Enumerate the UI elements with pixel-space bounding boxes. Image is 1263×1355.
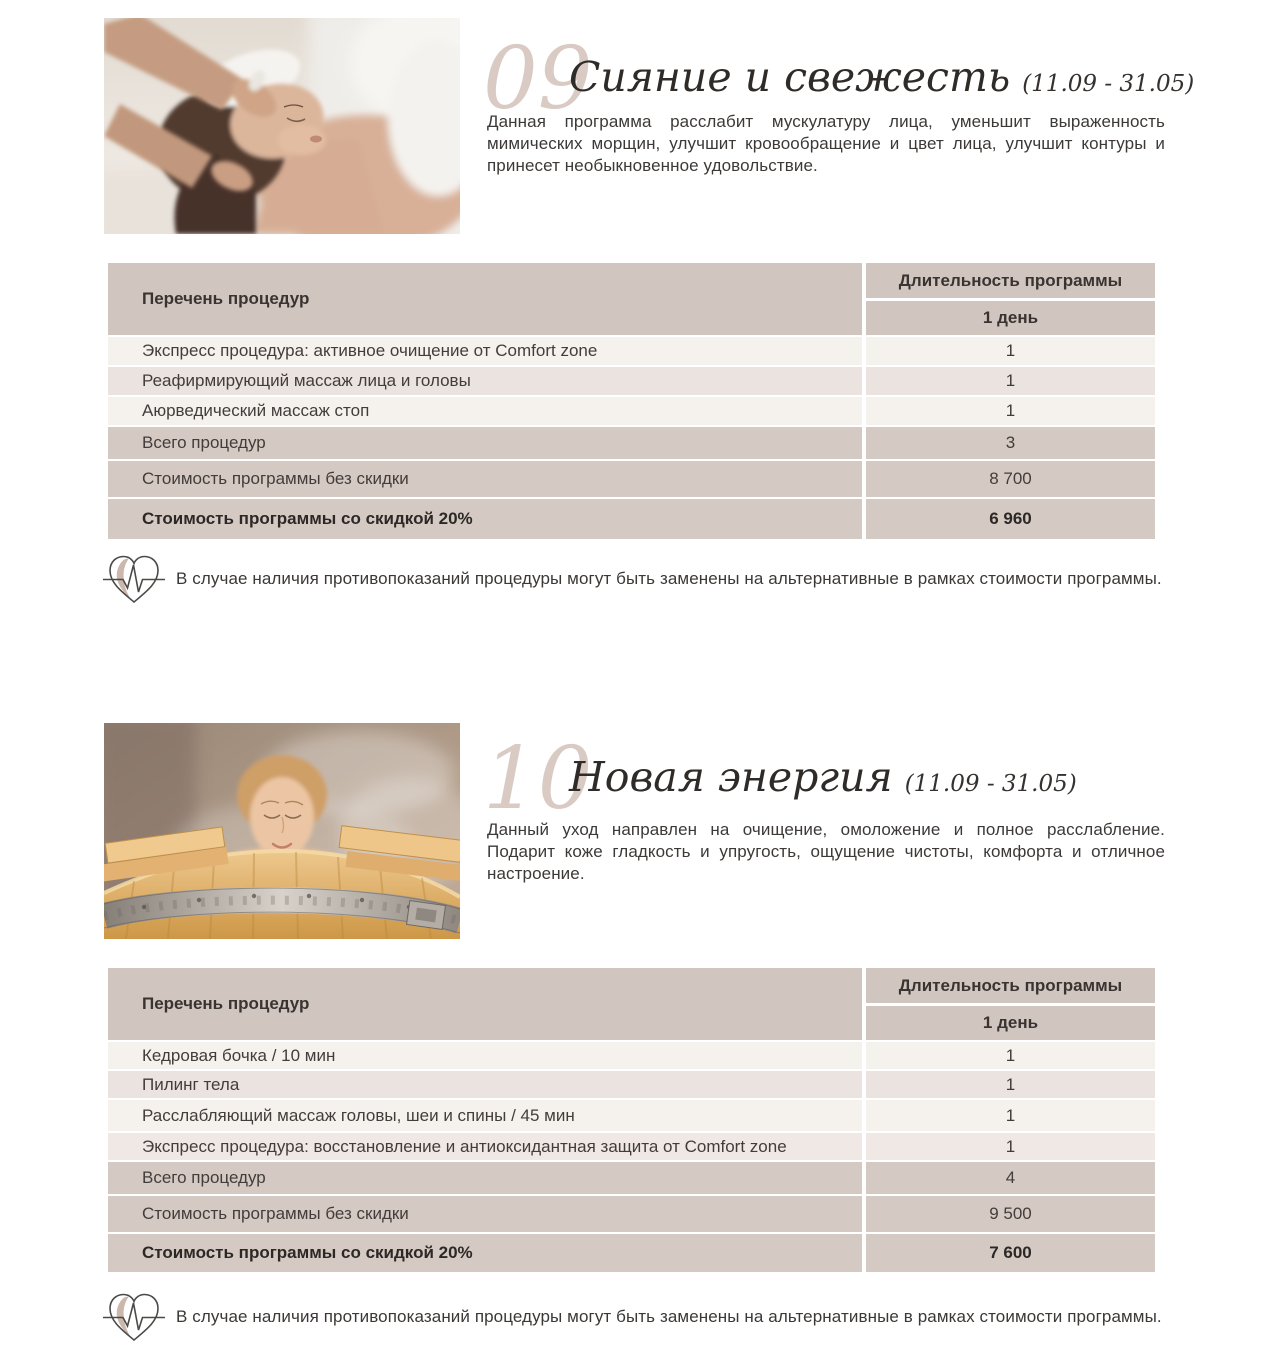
table-row-discount-price xyxy=(108,499,1155,539)
duration-header: Длительность программы xyxy=(866,263,1155,298)
discount-price-value: 6 960 xyxy=(866,499,1155,539)
duration-column-header xyxy=(866,263,1155,335)
total-value: 3 xyxy=(866,427,1155,459)
procedure-label: Экспресс процедура: активное очищение от Comfort zone xyxy=(108,337,862,365)
program-number: 09 xyxy=(483,29,593,129)
duration-subheader: 1 день xyxy=(866,1006,1155,1040)
table-row-total xyxy=(108,427,1155,459)
program-table xyxy=(108,968,1155,1272)
note-text: В случае наличия противопоказаний процедуры могут быть заменены на альтернативные в рамках стоимости программы. xyxy=(176,569,1162,588)
cedar-barrel-illustration xyxy=(104,723,460,939)
table-row xyxy=(108,1133,1155,1160)
procedure-value: 1 xyxy=(866,397,1155,425)
procedure-label: Аюрведический массаж стоп xyxy=(108,397,862,425)
price-value: 9 500 xyxy=(866,1196,1155,1232)
price-label: Стоимость программы без скидки xyxy=(108,1196,862,1232)
procedure-label: Реафирмирующий массаж лица и головы xyxy=(108,367,862,395)
program-dates: (11.09 - 31.05) xyxy=(904,771,1077,797)
total-label: Всего процедур xyxy=(108,427,862,459)
contraindication-note xyxy=(103,551,1162,607)
program-title xyxy=(569,755,1077,800)
duration-column-header xyxy=(866,968,1155,1040)
procedure-label: Кедровая бочка / 10 мин xyxy=(108,1042,862,1069)
price-label: Стоимость программы без скидки xyxy=(108,461,862,497)
table-row xyxy=(108,337,1155,365)
facial-massage-illustration xyxy=(104,18,460,234)
program-description: Данный уход направлен на очищение, омоложение и полное расслабление. Подарит коже гладкость и упругость, ощущение чистоты, комфорта и отличное настроение. xyxy=(487,820,1165,883)
table-header-row xyxy=(108,968,1155,1040)
procedure-value: 1 xyxy=(866,367,1155,395)
procedures-column-header: Перечень процедур xyxy=(108,968,862,1040)
procedures-column-header: Перечень процедур xyxy=(108,263,862,335)
procedure-value: 1 xyxy=(866,1133,1155,1160)
procedure-label: Расслабляющий массаж головы, шеи и спины / 45 мин xyxy=(108,1100,862,1131)
heart-ekg-icon xyxy=(103,551,165,607)
program-table xyxy=(108,263,1155,539)
discount-price-value: 7 600 xyxy=(866,1234,1155,1272)
total-value: 4 xyxy=(866,1162,1155,1194)
table-row xyxy=(108,397,1155,425)
table-row-total xyxy=(108,1162,1155,1194)
note-text: В случае наличия противопоказаний процедуры могут быть заменены на альтернативные в рамках стоимости программы. xyxy=(176,1307,1162,1326)
table-row xyxy=(108,1071,1155,1098)
table-row-discount-price xyxy=(108,1234,1155,1272)
facial-massage-photo xyxy=(104,18,460,234)
procedure-value: 1 xyxy=(866,1042,1155,1069)
program-dates: (11.09 - 31.05) xyxy=(1022,71,1195,97)
table-row-price xyxy=(108,461,1155,497)
program-title-text: Новая энергия xyxy=(569,753,893,801)
program-title-text: Сияние и свежесть xyxy=(569,53,1011,101)
procedure-label: Пилинг тела xyxy=(108,1071,862,1098)
discount-price-label: Стоимость программы со скидкой 20% xyxy=(108,499,862,539)
procedure-value: 1 xyxy=(866,337,1155,365)
procedure-value: 1 xyxy=(866,1100,1155,1131)
program-number: 10 xyxy=(483,729,593,829)
price-value: 8 700 xyxy=(866,461,1155,497)
table-row xyxy=(108,367,1155,395)
table-row xyxy=(108,1100,1155,1131)
heart-ekg-icon xyxy=(103,1289,165,1345)
total-label: Всего процедур xyxy=(108,1162,862,1194)
table-row xyxy=(108,1042,1155,1069)
table-row-price xyxy=(108,1196,1155,1232)
procedure-label: Экспресс процедура: восстановление и антиоксидантная защита от Comfort zone xyxy=(108,1133,862,1160)
program-title xyxy=(569,55,1194,100)
duration-header: Длительность программы xyxy=(866,968,1155,1003)
duration-subheader: 1 день xyxy=(866,301,1155,335)
discount-price-label: Стоимость программы со скидкой 20% xyxy=(108,1234,862,1272)
program-description: Данная программа расслабит мускулатуру лица, уменьшит выраженность мимических морщин, улучшит кровообращение и цвет лица, улучшит контуры и принесет необыкновенное удовольствие. xyxy=(487,112,1165,175)
table-header-row xyxy=(108,263,1155,335)
cedar-barrel-bath-photo xyxy=(104,723,460,939)
procedure-value: 1 xyxy=(866,1071,1155,1098)
contraindication-note xyxy=(103,1289,1162,1345)
